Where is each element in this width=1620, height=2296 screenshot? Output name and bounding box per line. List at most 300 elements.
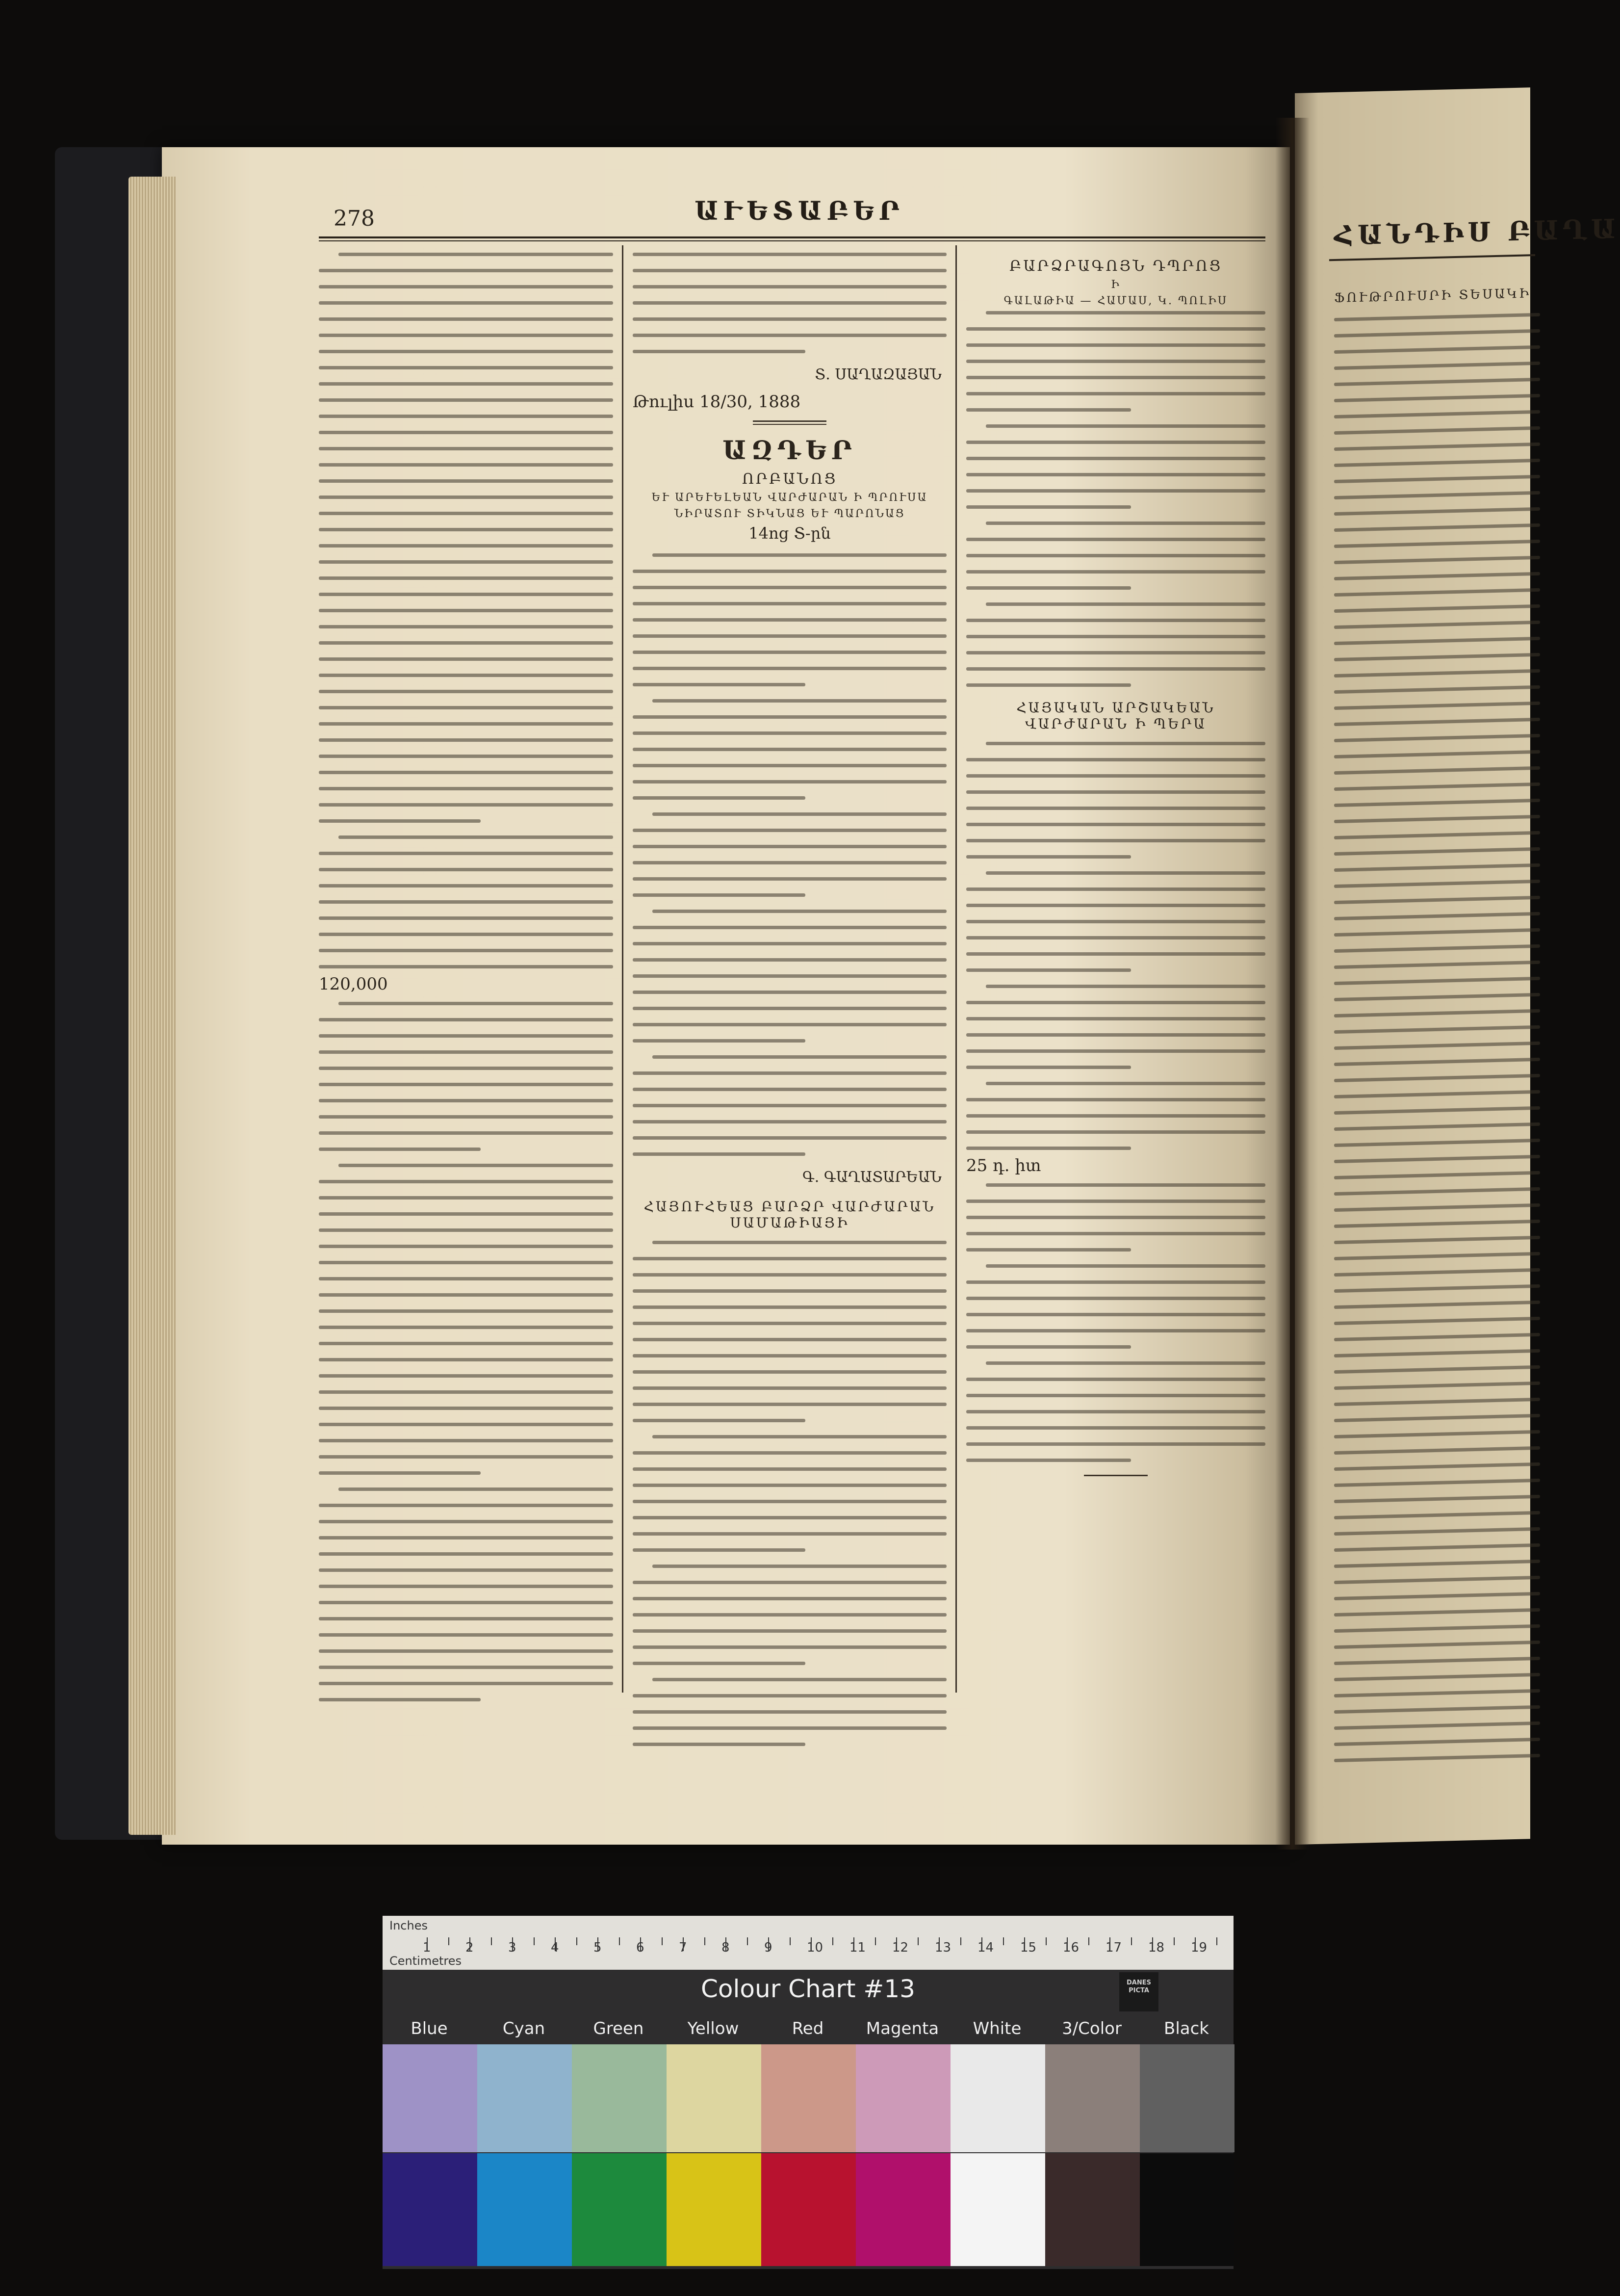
text-line	[966, 1232, 1265, 1235]
colour-patch-dark	[856, 2153, 951, 2266]
text-line	[319, 1148, 481, 1151]
text-line	[319, 1261, 613, 1264]
text-line	[1334, 426, 1540, 435]
text-line	[966, 619, 1265, 622]
text-line	[633, 1039, 805, 1043]
text-line	[1334, 766, 1540, 775]
text-line	[966, 586, 1131, 590]
text-line	[633, 974, 947, 978]
text-line	[319, 755, 613, 758]
text-line	[319, 431, 613, 434]
patch-label: 3/Color	[1062, 2019, 1122, 2038]
text-line	[966, 392, 1265, 395]
text-line	[1334, 1365, 1540, 1374]
text-line	[1334, 443, 1540, 451]
text-line	[1334, 1576, 1540, 1584]
text-line	[1334, 1220, 1540, 1228]
text-line	[338, 835, 613, 839]
text-line	[319, 1455, 613, 1459]
text-line	[966, 1114, 1265, 1118]
column-3	[966, 253, 1265, 1485]
text-line	[319, 1180, 613, 1183]
text-line	[1334, 1106, 1540, 1115]
text-line	[633, 1136, 947, 1140]
text-line	[633, 1500, 947, 1503]
text-line	[633, 1007, 947, 1010]
text-line	[319, 1083, 613, 1086]
text-line	[1334, 345, 1540, 354]
text-line	[966, 920, 1265, 923]
text-line	[966, 570, 1265, 574]
text-line	[966, 1426, 1265, 1430]
patch-label: Green	[593, 2019, 644, 2038]
closing-rule	[1084, 1475, 1148, 1476]
text-line	[319, 965, 613, 968]
ruler-number: 8	[721, 1940, 730, 1955]
text-line	[1334, 685, 1540, 694]
ruler-number: 6	[636, 1940, 644, 1955]
text-line	[319, 1601, 613, 1604]
colour-patch-light	[1045, 2044, 1140, 2152]
text-line	[633, 861, 947, 864]
text-line	[1334, 1722, 1540, 1730]
college-place: ԳԱԼԱԹԻԱ — ՀԱՄԱՍ, Կ. ՊՈԼԻՍ	[1003, 295, 1228, 307]
text-line	[1334, 604, 1540, 613]
text-line	[633, 1645, 947, 1649]
ruler-tick	[662, 1937, 663, 1945]
announcement-title: ԱԶԴԵՐ	[722, 436, 857, 466]
text-line	[1334, 1009, 1540, 1018]
text-line	[1334, 1090, 1540, 1098]
text-line	[1334, 928, 1540, 937]
text-line	[1334, 1203, 1540, 1212]
text-line	[633, 285, 947, 288]
text-line	[1334, 880, 1540, 888]
text-line	[319, 528, 613, 531]
text-line	[633, 796, 805, 800]
measuring-ruler	[383, 1916, 1234, 1970]
text-line	[319, 1358, 613, 1361]
text-line	[319, 1682, 613, 1685]
text-line	[1334, 1236, 1540, 1244]
text-line	[966, 1017, 1265, 1020]
text-line	[633, 1370, 947, 1374]
text-line	[1334, 1689, 1540, 1697]
text-line	[652, 1055, 947, 1059]
school-text	[633, 1241, 947, 1746]
text-line	[986, 522, 1265, 525]
text-line	[1334, 1414, 1540, 1422]
text-line	[1334, 1608, 1540, 1617]
text-line	[633, 1726, 947, 1730]
book-gutter	[1275, 118, 1310, 1850]
text-line	[966, 823, 1265, 826]
text-line	[319, 560, 613, 564]
text-line	[633, 991, 947, 994]
text-line	[319, 1504, 613, 1507]
text-line	[319, 1245, 613, 1248]
text-line	[319, 463, 613, 467]
text-line	[1334, 847, 1540, 856]
text-line	[1334, 799, 1540, 807]
text-line	[1334, 831, 1540, 839]
text-line	[1334, 1462, 1540, 1471]
text-line	[319, 1698, 481, 1701]
ruler-number: 12	[892, 1940, 909, 1955]
orphanage-subtitle-small: ՆԻՐԱՏՈՒ ՏԻԿՆԱՑ ԵՒ ՊԱՐՈՆԱՑ	[674, 508, 905, 520]
text-line	[966, 952, 1265, 956]
text-line	[319, 1293, 613, 1297]
facing-page-section-label: ՖՈՒԹՐՈՒՍՐԻ ՏԵՍԱԿԻ	[1334, 286, 1531, 306]
text-line	[633, 1305, 947, 1309]
text-line	[1334, 815, 1540, 823]
section-rule	[753, 420, 826, 425]
text-line	[652, 1678, 947, 1681]
text-line	[1334, 1349, 1540, 1357]
text-line	[1334, 378, 1540, 386]
ruler-number: 17	[1106, 1940, 1122, 1955]
text-line	[966, 538, 1265, 541]
ruler-tick	[491, 1937, 492, 1945]
text-line	[319, 1196, 613, 1200]
text-line	[1334, 637, 1540, 645]
text-line	[966, 651, 1265, 654]
text-line	[966, 505, 1131, 509]
text-line	[1334, 1317, 1540, 1325]
text-line	[633, 1694, 947, 1697]
ruler-cm-label: Centimetres	[389, 1954, 462, 1968]
text-line	[1334, 750, 1540, 758]
text-line	[966, 1378, 1265, 1381]
text-line	[633, 1152, 805, 1156]
text-line	[319, 1342, 613, 1345]
text-line	[319, 1228, 613, 1232]
text-line	[1334, 1657, 1540, 1665]
ruler-number: 10	[807, 1940, 823, 1955]
page-edges	[129, 177, 176, 1835]
text-line	[1334, 1560, 1540, 1568]
text-line	[319, 1568, 613, 1572]
text-line	[319, 1115, 613, 1119]
text-line	[1334, 1705, 1540, 1714]
text-line	[319, 1585, 613, 1588]
text-line	[319, 706, 613, 709]
colour-patch-dark	[951, 2153, 1045, 2266]
ruler-number: 15	[1020, 1940, 1037, 1955]
ruler-number: 18	[1148, 1940, 1165, 1955]
text-line	[652, 1565, 947, 1568]
text-line	[1334, 1479, 1540, 1487]
text-line	[966, 855, 1131, 859]
text-line	[319, 1034, 613, 1038]
text-line	[319, 1050, 613, 1054]
text-line	[1334, 523, 1540, 532]
text-line	[319, 657, 613, 661]
text-line	[319, 544, 613, 548]
text-line	[319, 334, 613, 337]
colour-patch-dark	[572, 2153, 667, 2266]
text-line	[1334, 621, 1540, 629]
text-line	[319, 576, 613, 580]
text-line	[1334, 669, 1540, 678]
header-rule	[319, 236, 1265, 241]
text-line	[633, 1419, 805, 1422]
signature: Տ. ՍԱՂԱԶԱՅԱՆ	[815, 366, 942, 383]
text-line	[1334, 459, 1540, 467]
text-line	[633, 269, 947, 272]
text-line	[966, 360, 1265, 363]
colour-patch-dark	[761, 2153, 856, 2266]
orphanage-title: ՈՐԲԱՆՈՑ	[742, 470, 838, 488]
text-line	[966, 1394, 1265, 1397]
text-line	[633, 1710, 947, 1714]
text-line	[1334, 896, 1540, 904]
text-line	[1334, 507, 1540, 516]
text-line	[319, 1067, 613, 1070]
text-line	[633, 334, 947, 337]
text-line	[1334, 863, 1540, 872]
text-line	[319, 1552, 613, 1556]
text-line	[986, 871, 1265, 875]
ruler-number: 3	[508, 1940, 516, 1955]
text-line	[1334, 1139, 1540, 1147]
colour-chart-title: Colour Chart #13	[701, 1975, 915, 2003]
text-line	[319, 1633, 613, 1637]
text-line	[966, 489, 1265, 493]
text-line	[633, 1467, 947, 1471]
text-line	[1334, 1025, 1540, 1034]
ruler-inches-label: Inches	[389, 1919, 428, 1932]
ruler-tick	[1216, 1937, 1217, 1945]
text-line	[319, 722, 613, 726]
patch-label: Magenta	[866, 2019, 939, 2038]
text-line	[986, 602, 1265, 606]
college-text	[966, 311, 1265, 687]
text-line	[633, 1662, 805, 1665]
text-line	[966, 1200, 1265, 1203]
text-line	[1334, 1333, 1540, 1341]
text-line	[1334, 1382, 1540, 1390]
text-line	[319, 269, 613, 272]
text-line	[319, 933, 613, 936]
text-line	[966, 1280, 1265, 1284]
text-line	[966, 1001, 1265, 1004]
text-line	[319, 900, 613, 904]
text-line	[1334, 1042, 1540, 1050]
text-line	[319, 1212, 613, 1216]
text-line	[633, 1613, 947, 1617]
text-line	[1334, 1058, 1540, 1066]
text-line	[966, 343, 1265, 347]
text-line	[1334, 1074, 1540, 1082]
colour-patch-dark	[477, 2153, 572, 2266]
school-subheading: ՀԱՅՈՒՀԵԱՑ ԲԱՐՁՐ ՎԱՐԺԱՐԱՆ ՍԱՄԱԹԻԱՅԻ	[643, 1199, 936, 1231]
text-line	[986, 1264, 1265, 1268]
text-line	[319, 641, 613, 645]
ruler-tick	[1088, 1937, 1089, 1945]
text-line	[319, 803, 613, 807]
text-line	[633, 301, 947, 305]
text-line	[338, 253, 613, 256]
text-line	[319, 1099, 613, 1102]
text-line	[1334, 1446, 1540, 1455]
text-line	[1334, 1252, 1540, 1260]
text-line	[319, 674, 613, 677]
pera-school-subheading: ՀԱՅԱԿԱՆ ԱՐՇԱԿԵԱՆ ՎԱՐԺԱՐԱՆ Ի ՊԵՐԱ	[1016, 700, 1215, 732]
text-line	[1334, 977, 1540, 985]
text-line	[966, 839, 1265, 842]
text-line	[986, 1183, 1265, 1187]
text-line	[633, 350, 805, 353]
ruler-tick	[1131, 1937, 1132, 1945]
colour-patch-light	[761, 2044, 856, 2152]
ruler-tick	[832, 1937, 833, 1945]
text-line	[966, 554, 1265, 557]
text-line	[633, 1386, 947, 1390]
colour-patch-dark	[1140, 2153, 1234, 2266]
text-line	[633, 1532, 947, 1536]
text-line	[966, 887, 1265, 891]
ruler-number: 7	[679, 1940, 687, 1955]
text-line	[633, 877, 947, 881]
text-line	[633, 926, 947, 929]
text-line	[319, 398, 613, 402]
patch-label: Yellow	[687, 2019, 739, 2038]
text-line	[633, 1088, 947, 1091]
text-line	[1334, 313, 1540, 321]
text-line	[986, 1082, 1265, 1085]
text-line	[966, 457, 1265, 460]
column-2	[633, 253, 947, 1759]
text-line	[319, 771, 613, 774]
text-line	[633, 1743, 805, 1746]
text-line	[633, 1071, 947, 1075]
ruler-number: 2	[465, 1940, 474, 1955]
pera-school-text-continued	[966, 1183, 1265, 1462]
text-line	[319, 609, 613, 612]
text-line	[1334, 783, 1540, 791]
text-line	[1334, 1754, 1540, 1762]
text-line	[1334, 394, 1540, 402]
facing-page	[1295, 87, 1620, 1845]
text-line	[633, 748, 947, 751]
text-line	[319, 690, 613, 693]
column-1	[319, 253, 613, 1714]
text-line	[966, 790, 1265, 794]
text-line	[633, 845, 947, 848]
text-line	[633, 1104, 947, 1107]
text-line	[633, 780, 947, 783]
text-line	[633, 715, 947, 719]
ruler-tick	[448, 1937, 449, 1945]
text-line	[1334, 475, 1540, 483]
text-line	[652, 553, 947, 557]
text-line	[633, 829, 947, 832]
text-line	[966, 683, 1131, 687]
text-line	[633, 1289, 947, 1293]
text-line	[319, 1439, 613, 1442]
ruler-number: 11	[849, 1940, 866, 1955]
text-line	[966, 1442, 1265, 1446]
text-line	[1334, 702, 1540, 710]
ruler-tick	[1003, 1937, 1004, 1945]
text-line	[1334, 1155, 1540, 1163]
text-line	[319, 479, 613, 483]
text-line	[652, 1435, 947, 1438]
text-line	[652, 699, 947, 703]
text-line	[633, 651, 947, 654]
orphanage-text	[633, 553, 947, 1156]
text-line	[1334, 1495, 1540, 1503]
pera-school-text	[966, 742, 1265, 1150]
ruler-tick	[790, 1937, 791, 1945]
text-line	[966, 376, 1265, 379]
ruler-number: 13	[935, 1940, 951, 1955]
text-line	[966, 667, 1265, 671]
text-line	[319, 1407, 613, 1410]
text-line	[633, 942, 947, 945]
text-line	[652, 812, 947, 816]
text-line	[633, 667, 947, 670]
text-line	[319, 884, 613, 887]
text-line	[1334, 944, 1540, 953]
text-line	[1334, 1171, 1540, 1179]
text-line	[1334, 1673, 1540, 1681]
text-line	[633, 1581, 947, 1584]
text-line	[966, 635, 1265, 638]
text-line	[966, 807, 1265, 810]
text-line	[319, 496, 613, 499]
text-line	[966, 1147, 1131, 1150]
text-line	[1334, 556, 1540, 564]
facing-page-text	[1334, 313, 1540, 1775]
ruler-number: 9	[764, 1940, 772, 1955]
text-line	[966, 758, 1265, 761]
text-line	[633, 1354, 947, 1357]
text-line	[966, 1049, 1265, 1053]
ruler-tick	[1046, 1937, 1047, 1945]
text-line	[1334, 1301, 1540, 1309]
text-line	[319, 1374, 613, 1378]
text-line	[319, 1131, 613, 1135]
text-line	[966, 1033, 1265, 1037]
text-line	[633, 764, 947, 767]
column-divider	[955, 245, 957, 1693]
running-head: ԱՒԵՏԱԲԵՐ	[694, 196, 904, 226]
text-line	[319, 738, 613, 742]
text-line	[319, 787, 613, 790]
page-number: 278	[334, 206, 375, 231]
text-line	[319, 916, 613, 920]
college-sub: Ի	[1111, 279, 1121, 291]
text-line	[633, 1484, 947, 1487]
facing-page-running-head: ՀԱՆԴԻՍ ԲԱՂԱ	[1334, 212, 1620, 252]
colour-chart	[383, 1916, 1234, 2269]
text-line	[319, 1471, 481, 1475]
text-line	[966, 1459, 1131, 1462]
fee-line: 25 դ. իտ	[966, 1156, 1041, 1175]
text-line	[1334, 572, 1540, 580]
text-line	[319, 949, 613, 952]
date-line: Թուլիս 18/30, 1888	[633, 392, 801, 412]
text-line	[1334, 1641, 1540, 1649]
text-line	[319, 1018, 613, 1021]
ruler-number: 16	[1063, 1940, 1080, 1955]
text-line	[1334, 653, 1540, 661]
ruler-tick	[918, 1937, 919, 1945]
ruler-number: 19	[1191, 1940, 1208, 1955]
text-line	[319, 593, 613, 596]
